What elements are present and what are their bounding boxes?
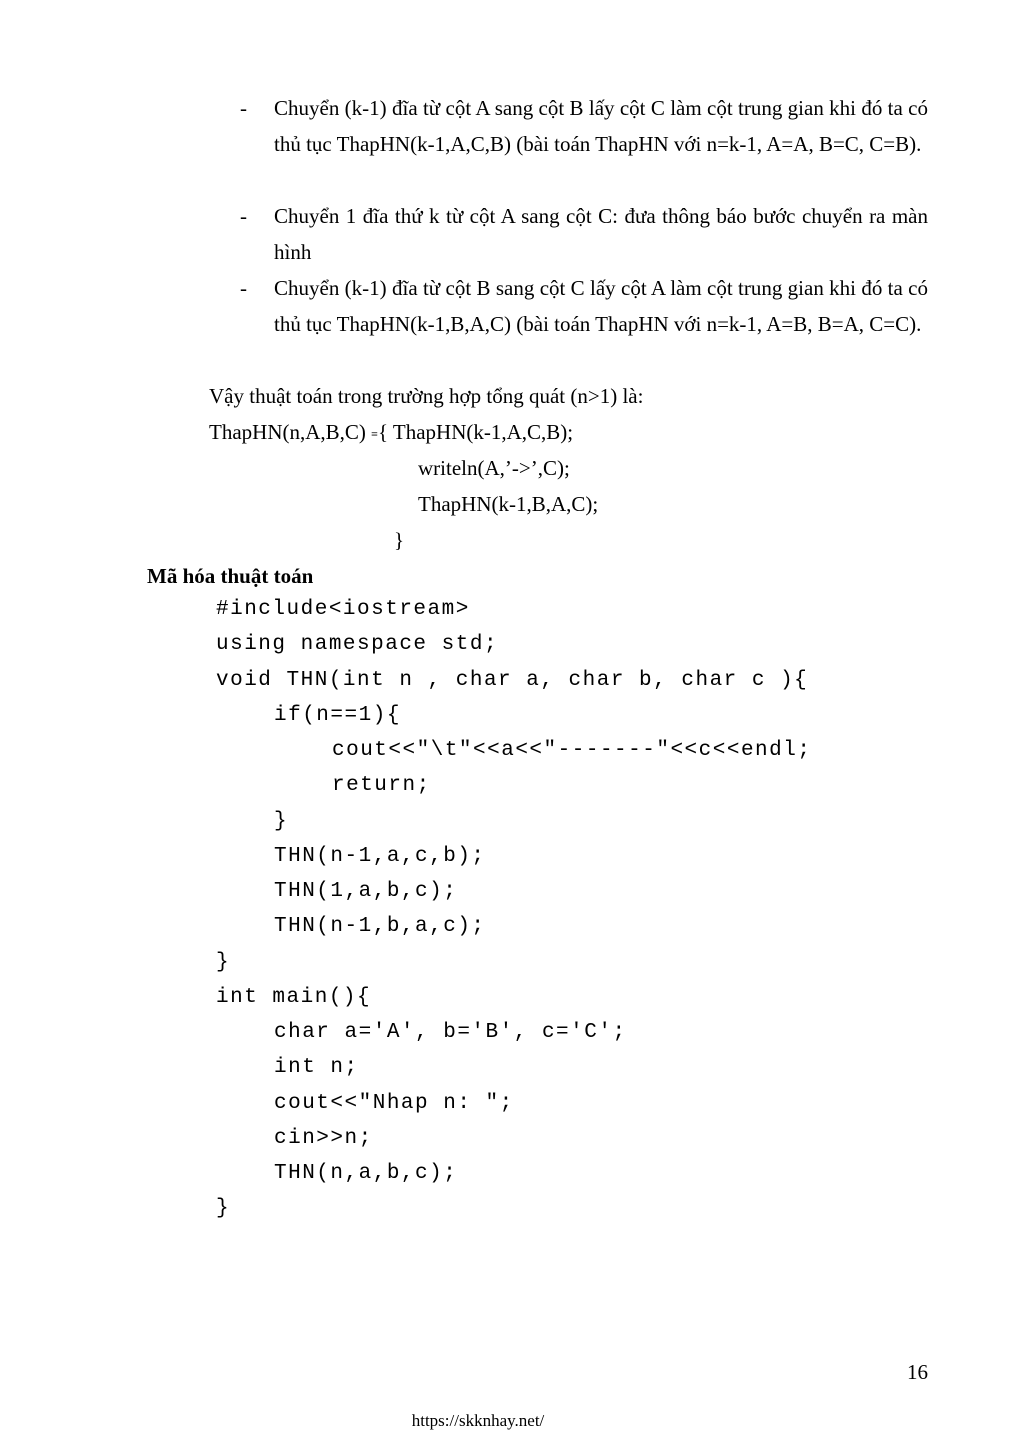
code-line: THN(n-1,b,a,c); (274, 915, 486, 939)
code-line: cin>>n; (274, 1126, 373, 1150)
code-line: int n; (274, 1056, 359, 1080)
code-line: cout<<"Nhap n: "; (274, 1091, 514, 1115)
algorithm-step: writeln(A,’->’,C); (418, 456, 570, 480)
code-line: } (216, 950, 231, 974)
bullet-dash: - (240, 204, 247, 228)
code-line: } (216, 1197, 231, 1221)
code-line: THN(n,a,b,c); (274, 1162, 458, 1185)
code-line: THN(1,a,b,c); (274, 880, 458, 903)
bullet-text: Chuyển (k-1) đĩa từ cột A sang cột B lấy cột C làm cột trung gian khi đó ta có thủ tục ThapHN(k-1,A,C,B) (bài toán ThapHN với n=k-1, A=A, B=C, C=B). (274, 96, 928, 156)
bullet-dash: - (240, 276, 247, 300)
code-line: } (274, 809, 289, 833)
general-case-text: Vậy thuật toán trong trường hợp tổng quát (n>1) là: (209, 384, 644, 408)
page-number: 16 (907, 1360, 928, 1384)
code-line: char a='A', b='B', c='C'; (274, 1021, 627, 1044)
algorithm-close-brace: } (394, 528, 405, 552)
code-line: void THN(int n , char a, char b, char c ){ (216, 668, 809, 692)
algorithm-step: ThapHN(k-1,B,A,C); (418, 492, 599, 516)
equivalence-symbol: ≡ (371, 427, 378, 441)
code-line: return; (332, 774, 431, 798)
bullet-dash: - (240, 96, 247, 120)
algorithm-step: { ThapHN(k-1,A,C,B); (377, 420, 574, 444)
code-line: int main(){ (216, 985, 372, 1009)
code-line: if(n==1){ (274, 703, 401, 727)
footer-link[interactable]: https://skknhay.net/ (411, 1411, 545, 1430)
code-line: cout<<"\t"<<a<<"-------"<<c<<endl; (332, 739, 812, 762)
algorithm-head: ThapHN(n,A,B,C) (209, 420, 366, 444)
code-line: THN(n-1,a,c,b); (274, 844, 486, 868)
code-block (216, 592, 811, 1227)
code-line: using namespace std; (216, 633, 499, 657)
section-heading: Mã hóa thuật toán (147, 564, 314, 588)
bullet-text: Chuyển 1 đĩa thứ k từ cột A sang cột C: đưa thông báo bước chuyển ra màn hình (274, 204, 928, 264)
bullet-text: Chuyển (k-1) đĩa từ cột B sang cột C lấy cột A làm cột trung gian khi đó ta có thủ tục ThapHN(k-1,B,A,C) (bài toán ThapHN với n=k-1, A=B, B=A, C=C). (274, 276, 928, 336)
algorithm-line (209, 414, 573, 452)
code-line: #include<iostream> (216, 598, 470, 621)
